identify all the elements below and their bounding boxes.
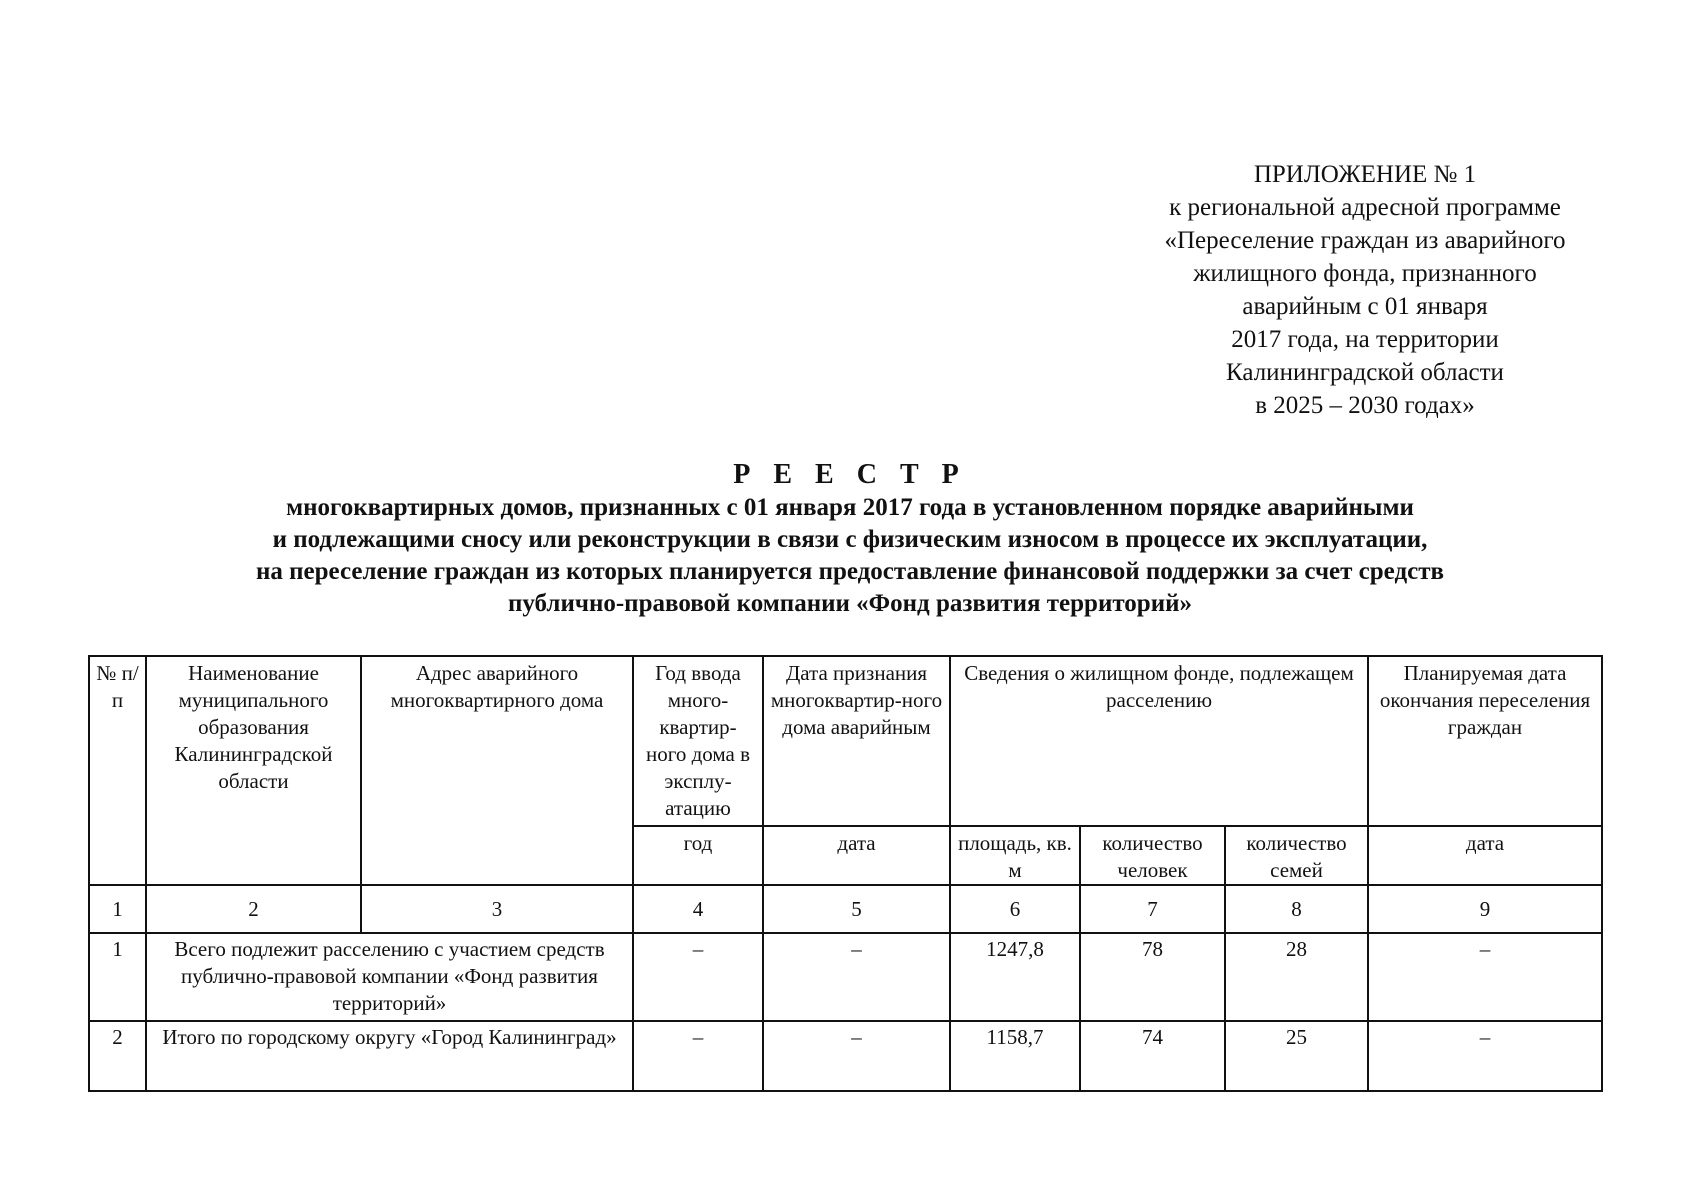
appendix-line: к региональной адресной программе — [1169, 194, 1561, 221]
subheader-year: год — [633, 826, 763, 885]
column-number-row — [89, 885, 1602, 933]
appendix-line: в 2025 – 2030 годах» — [1255, 392, 1475, 419]
header-recognition-date: Дата признания многоквартир-ного дома аварийным — [763, 656, 950, 826]
appendix-line: аварийным с 01 января — [1242, 293, 1488, 320]
subheader-planned-date: дата — [1368, 826, 1602, 885]
subtitle-line: многоквартирных домов, признанных с 01 января 2017 года в установленном порядке аварийными — [286, 494, 1414, 521]
header-num: № п/п — [89, 656, 146, 885]
column-number: 3 — [361, 885, 633, 933]
subheader-people: количество человек — [1080, 826, 1225, 885]
cell-num: 2 — [89, 1021, 146, 1091]
subheader-families: количество семей — [1225, 826, 1368, 885]
appendix-line: ПРИЛОЖЕНИЕ № 1 — [1253, 161, 1477, 188]
cell-name: Итого по городскому округу «Город Калининград» — [146, 1021, 633, 1091]
document-title: Р Е Е С Т Р — [733, 459, 967, 490]
subheader-area: площадь, кв. м — [950, 826, 1080, 885]
header-planned-date: Планируемая дата окончания переселения граждан — [1368, 656, 1602, 826]
header-housing-info: Сведения о жилищном фонде, подлежащем расселению — [950, 656, 1368, 826]
cell-area: 1158,7 — [950, 1021, 1080, 1091]
cell-planned: – — [1368, 1021, 1602, 1091]
cell-name: Всего подлежит расселению с участием средств публично-правовой компании «Фонд развития территорий» — [146, 933, 633, 1021]
cell-date: – — [763, 933, 950, 1021]
cell-people: 74 — [1080, 1021, 1225, 1091]
table-row — [89, 933, 1602, 1021]
table-header-row — [89, 656, 1602, 826]
cell-area: 1247,8 — [950, 933, 1080, 1021]
cell-year: – — [633, 1021, 763, 1091]
cell-people: 78 — [1080, 933, 1225, 1021]
document-title-block — [60, 458, 1640, 620]
cell-date: – — [763, 1021, 950, 1091]
column-number: 5 — [763, 885, 950, 933]
appendix-line: Калининградской области — [1226, 359, 1504, 386]
document-subtitle — [60, 492, 1640, 620]
appendix-line: 2017 года, на территории — [1231, 326, 1499, 353]
subtitle-line: на переселение граждан из которых планируется предоставление финансовой поддержки за счет средств — [256, 558, 1444, 585]
header-year: Год ввода много-квартир-ного дома в эксплу-атацию — [633, 656, 763, 826]
column-number: 1 — [89, 885, 146, 933]
cell-year: – — [633, 933, 763, 1021]
column-number: 7 — [1080, 885, 1225, 933]
header-address: Адрес аварийного многоквартирного дома — [361, 656, 633, 885]
column-number: 6 — [950, 885, 1080, 933]
column-number: 9 — [1368, 885, 1602, 933]
appendix-line: жилищного фонда, признанного — [1193, 260, 1537, 287]
appendix-line: «Переселение граждан из аварийного — [1164, 227, 1566, 254]
cell-planned: – — [1368, 933, 1602, 1021]
cell-num: 1 — [89, 933, 146, 1021]
column-number: 4 — [633, 885, 763, 933]
subheader-date: дата — [763, 826, 950, 885]
appendix-heading — [1050, 158, 1680, 422]
registry-table — [88, 655, 1603, 1092]
column-number: 8 — [1225, 885, 1368, 933]
table-row — [89, 1021, 1602, 1091]
cell-families: 28 — [1225, 933, 1368, 1021]
header-municipality: Наименование муниципального образования Калининградской области — [146, 656, 361, 885]
column-number: 2 — [146, 885, 361, 933]
subtitle-line: публично-правовой компании «Фонд развития территорий» — [507, 590, 1193, 617]
subtitle-line: и подлежащими сносу или реконструкции в связи с физическим износом в процессе их эксплуатации, — [272, 526, 1428, 553]
cell-families: 25 — [1225, 1021, 1368, 1091]
